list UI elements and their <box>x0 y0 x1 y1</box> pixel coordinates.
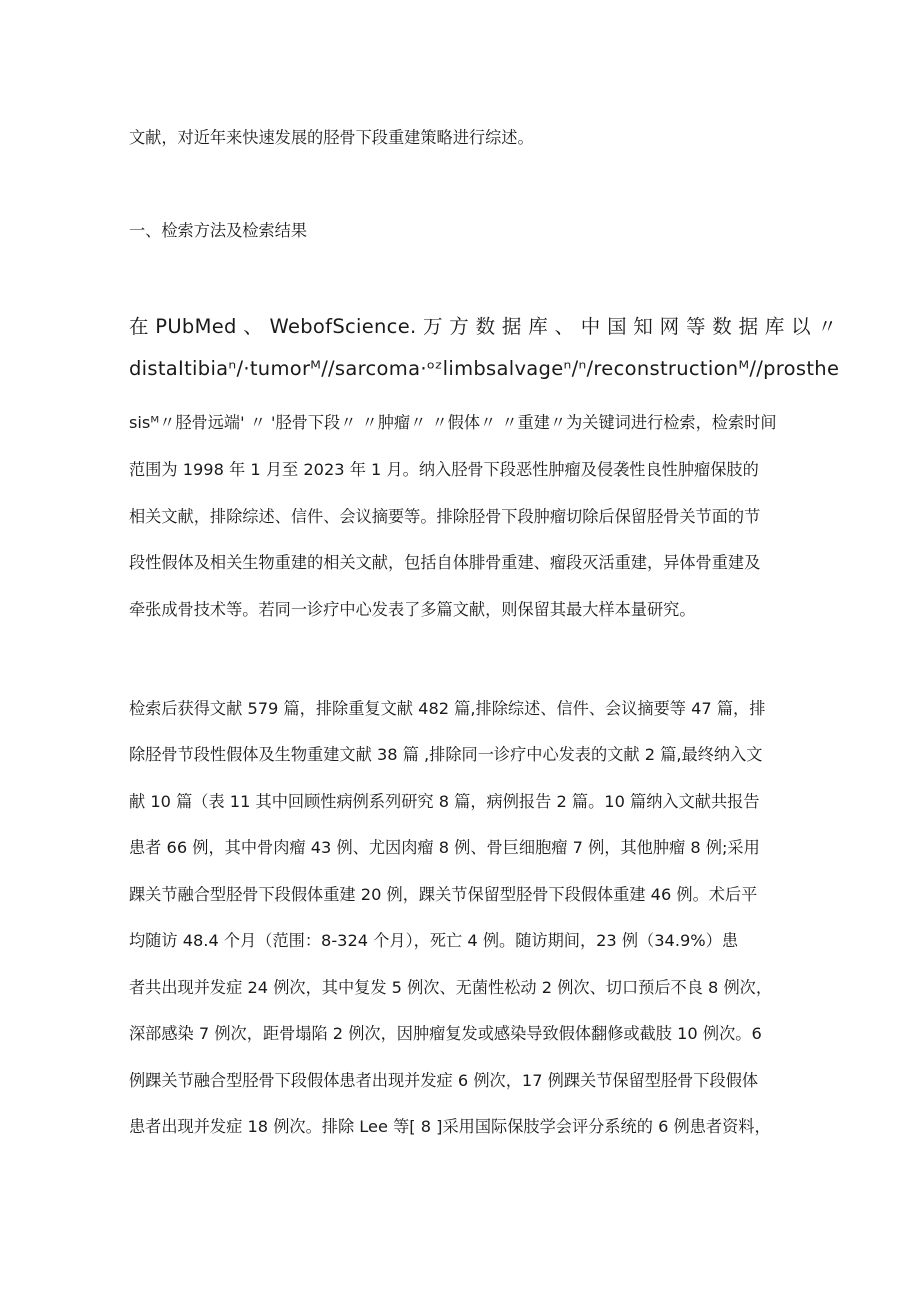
paragraph-line: 患者出现并发症 18 例次。排除 Lee 等[ 8 ]采用国际保肢学会评分系统的 6 例患者资料， <box>129 1117 771 1136</box>
paragraph-line: 者共出现并发症 24 例次，其中复发 5 例次、无菌性松动 2 例次、切口预后不良 8 例次， <box>129 978 773 997</box>
paragraph-line: 深部感染 7 例次，距骨塌陷 2 例次，因肿瘤复发或感染导致假体翻修或截肢 10 例次。6 <box>129 1024 762 1043</box>
section-heading: 一、检索方法及检索结果 <box>129 221 308 240</box>
paragraph-line: 检索后获得文献 579 篇，排除重复文献 482 篇,排除综述、信件、会议摘要等 47 篇，排 <box>129 699 766 718</box>
paragraph-line: 例踝关节融合型胫骨下段假体患者出现并发症 6 例次，17 例踝关节保留型胫骨下段假体 <box>129 1071 759 1090</box>
intro-line: 文献，对近年来快速发展的胫骨下段重建策略进行综述。 <box>129 128 534 147</box>
paragraph-line: distaItibiaⁿ/·tumorᴹ//sarcoma·ᵒᶻlimbsalvageⁿ/ⁿ/reconstructionᴹ//prosthe <box>129 357 840 380</box>
paragraph-line: 牵张成骨技术等。若同一诊疗中心发表了多篇文献，则保留其最大样本量研究。 <box>129 600 696 619</box>
paragraph-line: 相关文献，排除综述、信件、会议摘要等。排除胫骨下段肿瘤切除后保留胫骨关节面的节 <box>129 507 761 526</box>
paragraph-line: 在 PUbMed 、 WebofScience. 万 方 数 据 库 、 中 国 知 网 等 数 据 库 以 〃 <box>129 315 838 338</box>
paragraph-line: 除胫骨节段性假体及生物重建文献 38 篇 ,排除同一诊疗中心发表的文献 2 篇,最终纳入文 <box>129 745 763 764</box>
paragraph-line: 范围为 1998 年 1 月至 2023 年 1 月。纳入胫骨下段恶性肿瘤及侵袭性良性肿瘤保肢的 <box>129 460 759 479</box>
paragraph-line: 段性假体及相关生物重建的相关文献，包括自体腓骨重建、瘤段灭活重建，异体骨重建及 <box>129 553 761 572</box>
paragraph-line: sisᴹ〃胫骨远端' 〃 '胫骨下段〃 〃肿瘤〃 〃假体〃 〃重建〃为关键词进行检索，检索时间 <box>129 413 777 432</box>
paragraph-line: 献 10 篇（表 11 其中回顾性病例系列研究 8 篇，病例报告 2 篇。10 篇纳入文献共报告 <box>129 792 760 811</box>
paragraph-line: 均随访 48.4 个月（范围：8-324 个月），死亡 4 例。随访期间，23 例（34.9%）患 <box>129 931 739 950</box>
paragraph-line: 踝关节融合型胫骨下段假体重建 20 例，踝关节保留型胫骨下段假体重建 46 例。术后平 <box>129 885 758 904</box>
paragraph-line: 患者 66 例，其中骨肉瘤 43 例、尤因肉瘤 8 例、骨巨细胞瘤 7 例，其他肿瘤 8 例;采用 <box>129 838 760 857</box>
